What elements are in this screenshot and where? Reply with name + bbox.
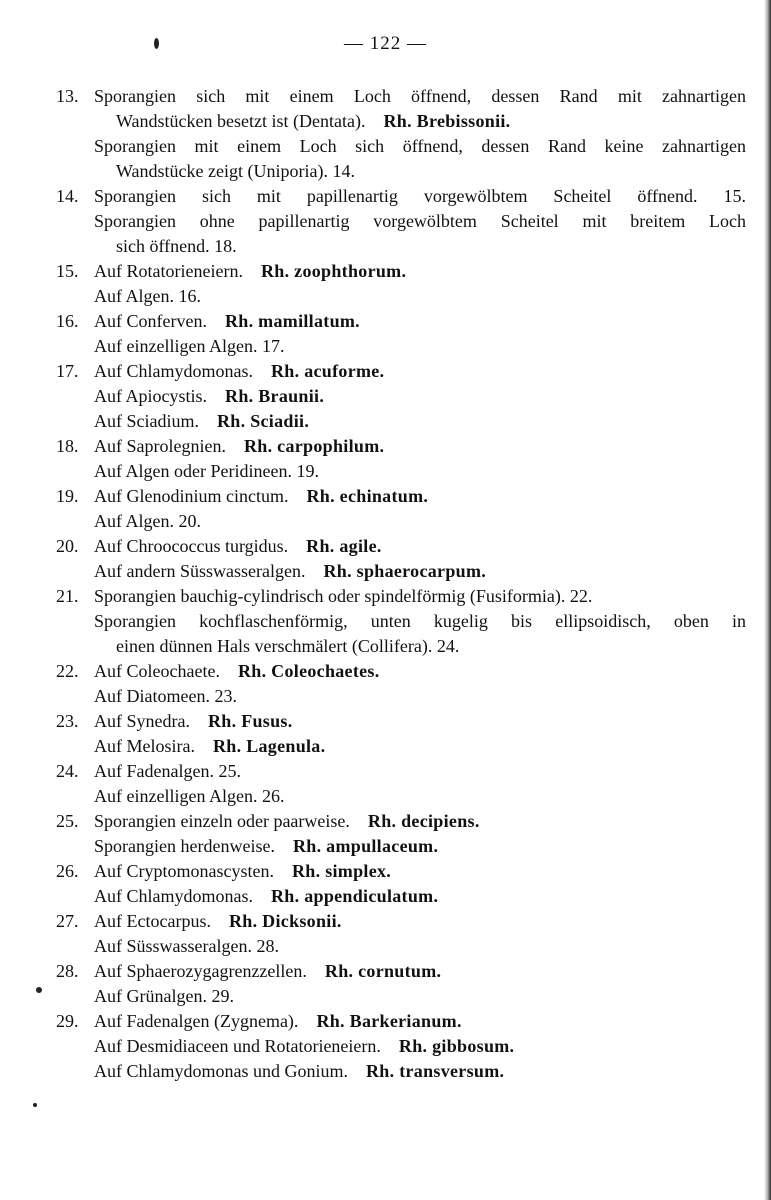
entry-text: einen dünnen Hals verschmälert (Collifera). 24. xyxy=(116,636,460,656)
entry-lines xyxy=(94,534,746,584)
entry-lines xyxy=(94,1009,746,1084)
entry-text: Auf Glenodinium cinctum. xyxy=(94,486,289,506)
key-entry xyxy=(56,959,746,1009)
entry-text: Auf Sphaerozygagrenzzellen. xyxy=(94,961,307,981)
key-entry xyxy=(56,184,746,259)
entry-text: Sporangien sich mit einem Loch öffnend, dessen Rand mit zahnartigen xyxy=(94,86,746,106)
entry-line xyxy=(94,409,746,434)
key-entry xyxy=(56,709,746,759)
entry-line xyxy=(94,384,746,409)
entry-number: 15. xyxy=(56,261,79,281)
entry-number: 17. xyxy=(56,361,79,381)
entry-text: Sporangien bauchig-cylindrisch oder spindelförmig (Fusiformia). 22. xyxy=(94,586,593,606)
entry-text: Sporangien einzeln oder paarweise. xyxy=(94,811,350,831)
entry-lines xyxy=(94,909,746,959)
species-name: Rh. carpophilum. xyxy=(243,436,385,456)
ink-mark xyxy=(36,987,42,993)
entry-lines xyxy=(94,84,746,184)
species-name: Rh. agile. xyxy=(306,536,382,556)
species-name: Rh. mamillatum. xyxy=(224,311,360,331)
entry-text: Auf Synedra. xyxy=(94,711,190,731)
entry-lines xyxy=(94,759,746,809)
entry-lines xyxy=(94,434,746,484)
species-name: Rh. zoophthorum. xyxy=(260,261,407,281)
species-name: Rh. Lagenula. xyxy=(212,736,326,756)
species-name: Rh. Sciadii. xyxy=(217,411,310,431)
species-name: Rh. ampullaceum. xyxy=(292,836,439,856)
entry-text: Auf Diatomeen. 23. xyxy=(94,686,237,706)
entry-line xyxy=(94,984,746,1009)
key-entry xyxy=(56,434,746,484)
entry-number: 22. xyxy=(56,661,79,681)
entry-lines xyxy=(94,359,746,434)
entry-continuation-line xyxy=(94,634,746,659)
entry-line xyxy=(94,934,746,959)
species-name: Rh. gibbosum. xyxy=(398,1036,515,1056)
ink-mark xyxy=(33,1103,37,1107)
entry-lines xyxy=(94,959,746,1009)
entry-line xyxy=(94,609,746,634)
species-name: Rh. acuforme. xyxy=(271,361,385,381)
entry-text: Auf Conferven. xyxy=(94,311,207,331)
key-entry xyxy=(56,1009,746,1084)
entry-line xyxy=(94,909,746,934)
species-name: Rh. cornutum. xyxy=(324,961,442,981)
entry-line xyxy=(94,959,746,984)
entry-text: sich öffnend. 18. xyxy=(116,236,237,256)
entry-lines xyxy=(94,309,746,359)
entry-text: Auf einzelligen Algen. 26. xyxy=(94,786,285,806)
entry-text: Auf Chroococcus turgidus. xyxy=(94,536,289,556)
key-entry xyxy=(56,484,746,534)
entry-text: Sporangien herdenweise. xyxy=(94,836,275,856)
entry-line xyxy=(94,759,746,784)
key-entry xyxy=(56,659,746,709)
entry-number: 26. xyxy=(56,861,79,881)
entry-line xyxy=(94,434,746,459)
entry-number: 23. xyxy=(56,711,79,731)
key-entry xyxy=(56,359,746,434)
species-name: Rh. Braunii. xyxy=(225,386,325,406)
entry-line xyxy=(94,709,746,734)
species-name: Rh. Brebissonii. xyxy=(383,111,511,131)
key-entry xyxy=(56,259,746,309)
entry-line xyxy=(94,884,746,909)
entry-line xyxy=(94,534,746,559)
page-edge-shadow xyxy=(764,0,771,1200)
entry-line xyxy=(94,1009,746,1034)
entry-text: Auf Algen oder Peridineen. 19. xyxy=(94,461,319,481)
entry-line xyxy=(94,734,746,759)
species-name: Rh. Coleochaetes. xyxy=(237,661,380,681)
entry-line xyxy=(94,84,746,109)
entry-text: Auf Algen. 20. xyxy=(94,511,201,531)
entry-number: 16. xyxy=(56,311,79,331)
entry-line xyxy=(94,134,746,159)
species-name: Rh. appendiculatum. xyxy=(271,886,439,906)
entry-text: Auf Desmidiaceen und Rotatorieneiern. xyxy=(94,1036,381,1056)
entry-number: 27. xyxy=(56,911,79,931)
entry-line xyxy=(94,359,746,384)
species-name: Rh. echinatum. xyxy=(306,486,429,506)
entry-text: Sporangien kochflaschenförmig, unten kugelig bis ellipsoidisch, oben in xyxy=(94,611,746,631)
entry-line xyxy=(94,459,746,484)
entry-continuation-line xyxy=(94,109,746,134)
key-entry xyxy=(56,584,746,659)
key-entry xyxy=(56,909,746,959)
species-name: Rh. simplex. xyxy=(291,861,392,881)
entry-text: Auf Algen. 16. xyxy=(94,286,201,306)
key-entry xyxy=(56,534,746,584)
entry-line xyxy=(94,659,746,684)
entry-text: Auf Fadenalgen. 25. xyxy=(94,761,241,781)
species-name: Rh. Barkerianum. xyxy=(316,1011,462,1031)
entry-lines xyxy=(94,184,746,259)
species-name: Rh. decipiens. xyxy=(367,811,480,831)
entry-number: 14. xyxy=(56,186,79,206)
entry-text: Auf Chlamydomonas. xyxy=(94,361,253,381)
entry-lines xyxy=(94,259,746,309)
entry-line xyxy=(94,509,746,534)
entry-continuation-line xyxy=(94,159,746,184)
species-name: Rh. Fusus. xyxy=(207,711,293,731)
entry-line xyxy=(94,584,746,609)
entry-text: Auf Grünalgen. 29. xyxy=(94,986,234,1006)
entry-text: Auf Saprolegnien. xyxy=(94,436,226,456)
entry-number: 28. xyxy=(56,961,79,981)
species-name: Rh. sphaerocarpum. xyxy=(323,561,487,581)
entry-text: Auf Apiocystis. xyxy=(94,386,208,406)
entry-text: Auf Chlamydomonas. xyxy=(94,886,253,906)
entry-text: Auf Coleochaete. xyxy=(94,661,220,681)
key-entry xyxy=(56,309,746,359)
entry-text: Sporangien sich mit papillenartig vorgewölbtem Scheitel öffnend. 15. xyxy=(94,186,746,206)
entry-lines xyxy=(94,859,746,909)
entry-number: 18. xyxy=(56,436,79,456)
species-name: Rh. transversum. xyxy=(366,1061,505,1081)
entry-number: 20. xyxy=(56,536,79,556)
entry-text: Sporangien ohne papillenartig vorgewölbtem Scheitel mit breitem Loch xyxy=(94,211,746,231)
page-number: — 122 — xyxy=(344,33,427,54)
entry-line xyxy=(94,259,746,284)
entry-number: 29. xyxy=(56,1011,79,1031)
entry-text: Auf einzelligen Algen. 17. xyxy=(94,336,285,356)
key-entry xyxy=(56,84,746,184)
entry-text: Auf Süsswasseralgen. 28. xyxy=(94,936,279,956)
entry-text: Auf Sciadium. xyxy=(94,411,199,431)
entry-text: Auf Chlamydomonas und Gonium. xyxy=(94,1061,348,1081)
entry-text: Sporangien mit einem Loch sich öffnend, dessen Rand keine zahnartigen xyxy=(94,136,746,156)
entry-number: 19. xyxy=(56,486,79,506)
entry-lines xyxy=(94,659,746,709)
entry-lines xyxy=(94,809,746,859)
entry-text: Wandstücken besetzt ist (Dentata). xyxy=(116,111,366,131)
entry-line xyxy=(94,484,746,509)
entry-line xyxy=(94,809,746,834)
key-entry xyxy=(56,809,746,859)
entry-text: Auf Melosira. xyxy=(94,736,195,756)
entry-text: Auf Cryptomonascysten. xyxy=(94,861,274,881)
entry-number: 25. xyxy=(56,811,79,831)
species-name: Rh. Dicksonii. xyxy=(228,911,342,931)
entry-line xyxy=(94,284,746,309)
key-entry xyxy=(56,859,746,909)
entry-lines xyxy=(94,584,746,659)
entry-text: Auf Fadenalgen (Zygnema). xyxy=(94,1011,299,1031)
entry-line xyxy=(94,209,746,234)
key-entries xyxy=(56,84,746,1084)
entry-line xyxy=(94,184,746,209)
entry-line xyxy=(94,1059,746,1084)
entry-line xyxy=(94,334,746,359)
entry-text: Auf Rotatorieneiern. xyxy=(94,261,243,281)
key-entry xyxy=(56,759,746,809)
entry-number: 13. xyxy=(56,86,79,106)
entry-number: 24. xyxy=(56,761,79,781)
entry-text: Auf andern Süsswasseralgen. xyxy=(94,561,306,581)
entry-line xyxy=(94,859,746,884)
entry-lines xyxy=(94,484,746,534)
entry-text: Wandstücke zeigt (Uniporia). 14. xyxy=(116,161,355,181)
entry-line xyxy=(94,834,746,859)
entry-line xyxy=(94,684,746,709)
entry-lines xyxy=(94,709,746,759)
entry-text: Auf Ectocarpus. xyxy=(94,911,211,931)
entry-line xyxy=(94,309,746,334)
entry-line xyxy=(94,1034,746,1059)
entry-line xyxy=(94,559,746,584)
entry-continuation-line xyxy=(94,234,746,259)
entry-number: 21. xyxy=(56,586,79,606)
entry-line xyxy=(94,784,746,809)
